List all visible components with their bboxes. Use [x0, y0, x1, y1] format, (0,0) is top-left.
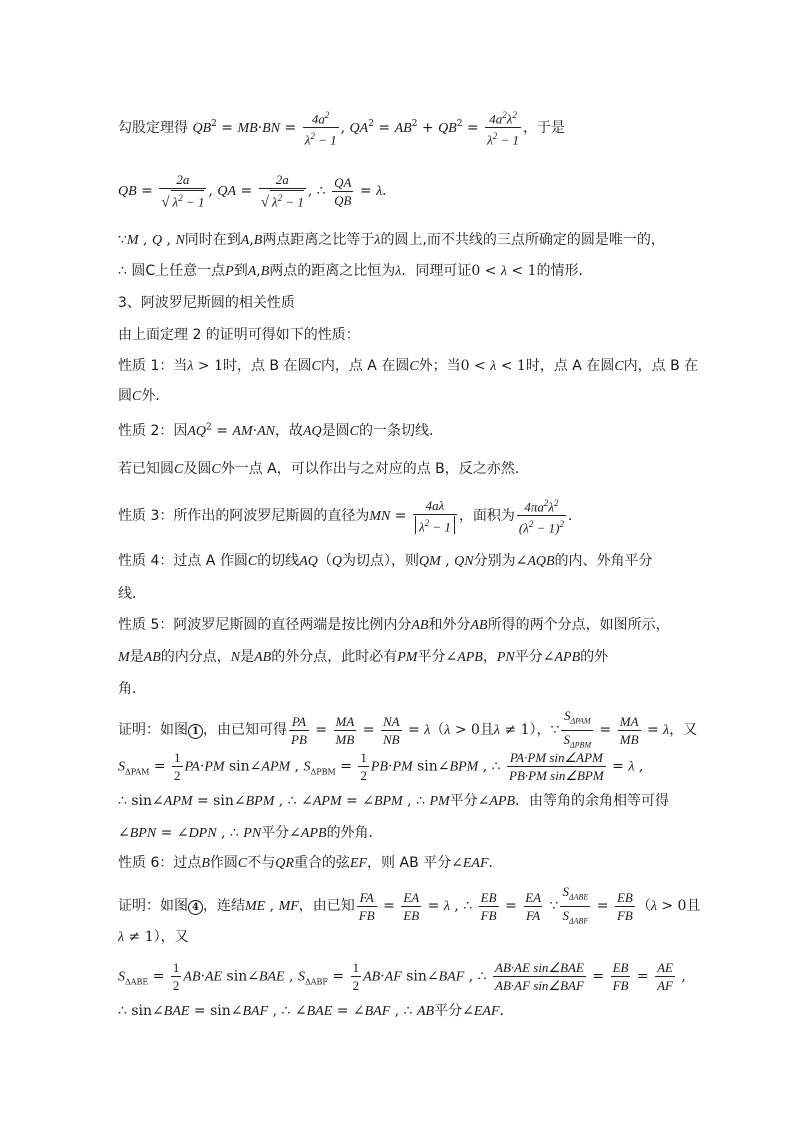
text: 圆C上任意一点	[131, 263, 226, 279]
text: 的情形．	[536, 263, 593, 279]
fraction: $\frac{S_{\Delta ABE}}{S_{\Delta ABF}}$	[560, 884, 590, 928]
text: ，由已知	[298, 898, 355, 915]
property-5: 性质 5：阿波罗尼斯圆的直径两端是按比例内分AB和外分AB所得的两个分点，如图所示，	[118, 617, 670, 633]
fraction: $\frac{2a}{√ \lambda^2 - 1}$	[161, 172, 205, 211]
text: 性质 5：阿波罗尼斯圆的直径两端是按比例内分	[118, 617, 412, 633]
text: 重合的弦	[293, 855, 350, 871]
property-5-cont2: 角．	[118, 681, 146, 697]
text: 性质 2：因	[118, 423, 188, 439]
text: ．同理可证	[401, 263, 472, 279]
text: 所得的两个分点，如图所示，	[487, 617, 670, 633]
section-heading: 3、阿波罗尼斯圆的相关性质	[118, 295, 295, 311]
property-2: 性质 2：因$AQ^2 = AM\cdot AN$，故AQ是圆C的一条切线．	[118, 422, 443, 439]
property-3: 性质 3：所作出的阿波罗尼斯圆的直径为MN = $\frac{4a\lambda}{\lambda^2 - 1}$ ，面积为 $\frac{4\pi a^2\lambda^2}{(\lambda^2 - 1)^2}$ ．	[118, 497, 583, 536]
figure-ref-icon: 1	[188, 724, 203, 739]
text: 若已知圆	[118, 461, 174, 477]
text: ．	[499, 1003, 514, 1019]
text: 作圆	[209, 855, 238, 871]
text: 时，点 B 在圆	[222, 358, 312, 374]
text: 性质 6：过点	[118, 855, 202, 871]
text: 平分	[417, 649, 446, 665]
proof-1-line-2: $S_{\Delta PAM}$ = $\frac{1}{2}$ PA·PM sin∠APM , $S_{\Delta PBM}$ = $\frac{1}{2}$ PB·PM sin∠BPM , ∴ $\frac{\text{PA·PM sin∠APM}}{\text{PB·PM sin∠BPM}}$ = λ ,	[118, 750, 644, 783]
text: 和外分	[428, 617, 471, 633]
figure-ref-icon: 4	[188, 900, 203, 915]
text: 的一条切线．	[358, 423, 443, 439]
text: 的切线	[257, 553, 300, 569]
fraction: $\frac{AE}{AF}$	[657, 960, 673, 993]
text: 是	[240, 649, 255, 665]
text: ，面积为	[458, 507, 515, 524]
proof-1-line-4: ∠BPN = ∠DPN , ∴ PN平分∠APB的外角．	[118, 825, 383, 841]
text: 为切点），则	[341, 553, 419, 569]
proof-2-line-3: $S_{\Delta ABE}$ = $\frac{1}{2}$ AB·AE sin∠BAE , $S_{\Delta ABF}$ = $\frac{1}{2}$ AB·AF sin∠BAF , ∴ $\frac{\text{AB·AE sin∠BAE}}{\text{AB·AF sin∠BAF}}$ = $\frac{EB}{FB}$ = $\frac{AE}{AF}$ ,	[118, 960, 686, 993]
text: 两点的距离之比恒为	[269, 263, 396, 279]
text: 勾股定理得	[118, 119, 188, 136]
text: 证明：如图	[118, 722, 188, 739]
text: 不与	[247, 855, 276, 871]
fraction: $\frac{EA}{FA}$	[525, 889, 542, 923]
fraction: $\frac{MA}{MB}$	[335, 713, 355, 747]
line-pythagorean: 勾股定理得 $QB^2 = MB\cdot BN$ = $\frac{4a^2}{\lambda^2 - 1}$ , $QA^2 = AB^2 + QB^2$ = $\frac{4a^2\lambda^2}{\lambda^2 - 1}$ ，于是	[118, 110, 566, 148]
text: 到	[233, 263, 248, 279]
fraction: $\frac{EB}{FB}$	[612, 960, 629, 993]
fraction: $\frac{1}{2}$	[352, 960, 360, 993]
text: 平分	[514, 649, 543, 665]
text: 圆	[118, 388, 132, 404]
text: 证明：如图	[118, 898, 188, 915]
text: 内，点 A 在圆	[320, 358, 410, 374]
fraction: $\frac{1}{2}$	[174, 750, 181, 783]
text: ，	[482, 649, 497, 665]
text: 的外	[580, 649, 609, 665]
text: 性质 3：所作出的阿波罗尼斯圆的直径为	[118, 507, 370, 524]
text: 外一点 A，可以作出与之对应的点 B，反之亦然．	[220, 461, 529, 477]
fraction: $\frac{QA}{QB}$	[334, 174, 352, 208]
text: 是圆	[321, 423, 350, 439]
property-2-cont: 若已知圆C及圆C外一点 A，可以作出与之对应的点 B，反之亦然．	[118, 461, 529, 477]
fraction: $\frac{1}{2}$	[172, 960, 180, 993]
text: ），又	[153, 929, 189, 945]
proof-2-line-1: 证明：如图 4 ，连结ME , MF，由已知 $\frac{FA}{FB}$ = $\frac{EA}{EB}$ = λ , ∴ $\frac{EB}{FB}$ = $\frac{EA}{FA}$ ∵ $\frac{S_{\Delta ABE}}{S_{\Delta ABF}}$ = $\frac{EB}{FB}$ （λ > 0且	[118, 884, 700, 928]
intro-text: 由上面定理 2 的证明可得如下的性质：	[118, 327, 360, 343]
text: 同时在到	[184, 232, 241, 248]
text: 分别为	[473, 553, 516, 569]
text: 性质 1：当	[118, 358, 188, 374]
text: 时，点 A 在圆	[525, 358, 615, 374]
fraction: $\frac{FA}{FB}$	[358, 889, 375, 923]
text: ，故	[274, 423, 303, 439]
fraction: $\frac{1}{2}$	[360, 750, 367, 783]
fraction: $\frac{MA}{MB}$	[619, 713, 639, 747]
fraction: $\frac{EA}{EB}$	[403, 889, 420, 923]
fraction: $\frac{4a\lambda}{\lambda^2 - 1}$	[413, 498, 457, 534]
text: 两点距离之比等于	[262, 232, 375, 248]
text: 平分	[449, 793, 478, 809]
fraction: $\frac{2a}{√ \lambda^2 - 1}$	[260, 172, 304, 211]
text: （	[636, 898, 651, 915]
line-ratio-constant: ∴ 圆C上任意一点P到A,B两点的距离之比恒为λ．同理可证0 < λ < 1的情形．	[118, 263, 593, 279]
fraction: $\frac{4a^2}{\lambda^2 - 1}$	[304, 110, 337, 148]
text: ．	[488, 855, 503, 871]
text: 的外角．	[326, 825, 383, 841]
property-4: 性质 4：过点 A 作圆C的切线AQ（Q为切点），则QM , QN分别为∠AQB的内、外角平分	[118, 553, 653, 569]
fraction: $\frac{PA}{PB}$	[291, 713, 307, 747]
text: 的内分点，	[160, 649, 231, 665]
fraction: $\frac{\text{AB·AE sin∠BAE}}{\text{AB·AF sin∠BAF}}$	[495, 960, 584, 993]
text: ，则 AB 平分	[367, 855, 452, 871]
proof-1-line-3: ∴ sin∠APM = sin∠BPM , ∴ ∠APM = ∠BPM , ∴ PM平分∠APB．由等角的余角相等可得	[118, 793, 670, 809]
text: ），	[529, 722, 551, 739]
text: ，由已知可得	[203, 722, 287, 739]
text: ，又	[669, 722, 698, 739]
text: 内，点 B 在	[623, 358, 699, 374]
property-1-cont: 圆C外．	[118, 388, 170, 404]
text: 且	[686, 898, 701, 915]
text: 及圆	[183, 461, 212, 477]
text: （	[317, 553, 332, 569]
property-4-cont: 线．	[118, 586, 146, 602]
text: 外．	[141, 388, 170, 404]
proof-1-line-1: 证明：如图 1 ，由已知可得 $\frac{PA}{PB}$ = $\frac{MA}{MB}$ = $\frac{NA}{NB}$ = λ（λ > 0且λ ≠ 1），∵ $\frac{S_{\Delta PAM}}{S_{\Delta PBM}}$ = $\frac{MA}{MB}$ = λ，又	[118, 708, 697, 752]
fraction: $\frac{S_{\Delta PAM}}{S_{\Delta PBM}}$	[561, 708, 593, 752]
property-6: 性质 6：过点B作圆C不与QR重合的弦EF，则 AB 平分∠EAF．	[118, 855, 503, 871]
text: 的圆上,而不共线的三点所确定的圆是唯一的，	[380, 232, 665, 248]
text: 平分	[261, 825, 290, 841]
text: ，于是	[523, 119, 566, 136]
text: 是	[129, 649, 144, 665]
text: ，连结	[203, 898, 245, 915]
proof-2-line-2: λ ≠ 1），又	[118, 929, 189, 945]
fraction: $\frac{EB}{FB}$	[616, 889, 633, 923]
text: 且	[479, 722, 494, 739]
text: 外；当	[418, 358, 461, 374]
proof-2-line-4: ∴ sin∠BAE = sin∠BAF , ∴ ∠BAE = ∠BAF , ∴ AB平分∠EAF．	[118, 1003, 514, 1019]
text: ．由等角的余角相等可得	[515, 793, 670, 809]
property-5-cont: M是AB的内分点，N是AB的外分点，此时必有PM平分∠APB，PN平分∠APB的外	[118, 649, 609, 665]
fraction: $\frac{4a^2\lambda^2}{\lambda^2 - 1}$	[487, 110, 520, 148]
fraction: $\frac{4\pi a^2\lambda^2}{(\lambda^2 - 1)^2}$	[518, 498, 565, 536]
line-qb-qa: QB = $\frac{2a}{√ \lambda^2 - 1}$ , QA = $\frac{2a}{√ \lambda^2 - 1}$ , ∴ $\frac{QA}{QB}$ = λ．	[118, 172, 397, 211]
text: 性质 4：过点 A 作圆	[118, 553, 248, 569]
fraction: $\frac{\text{PA·PM sin∠APM}}{\text{PB·PM sin∠BPM}}$	[509, 750, 604, 783]
text: 的外分点，此时必有	[271, 649, 398, 665]
text: （	[430, 722, 445, 739]
fraction: $\frac{NA}{NB}$	[382, 713, 400, 747]
text: 平分	[434, 1003, 463, 1019]
text: 的内、外角平分	[554, 553, 653, 569]
property-1: 性质 1：当λ > 1时，点 B 在圆C内，点 A 在圆C外；当0 < λ < 1时，点 A 在圆C内，点 B 在	[118, 358, 699, 374]
line-circle-unique: ∵M , Q , N同时在到A,B两点距离之比等于λ的圆上,而不共线的三点所确定的圆是唯一的，	[118, 232, 665, 248]
fraction: $\frac{EB}{FB}$	[480, 889, 497, 923]
